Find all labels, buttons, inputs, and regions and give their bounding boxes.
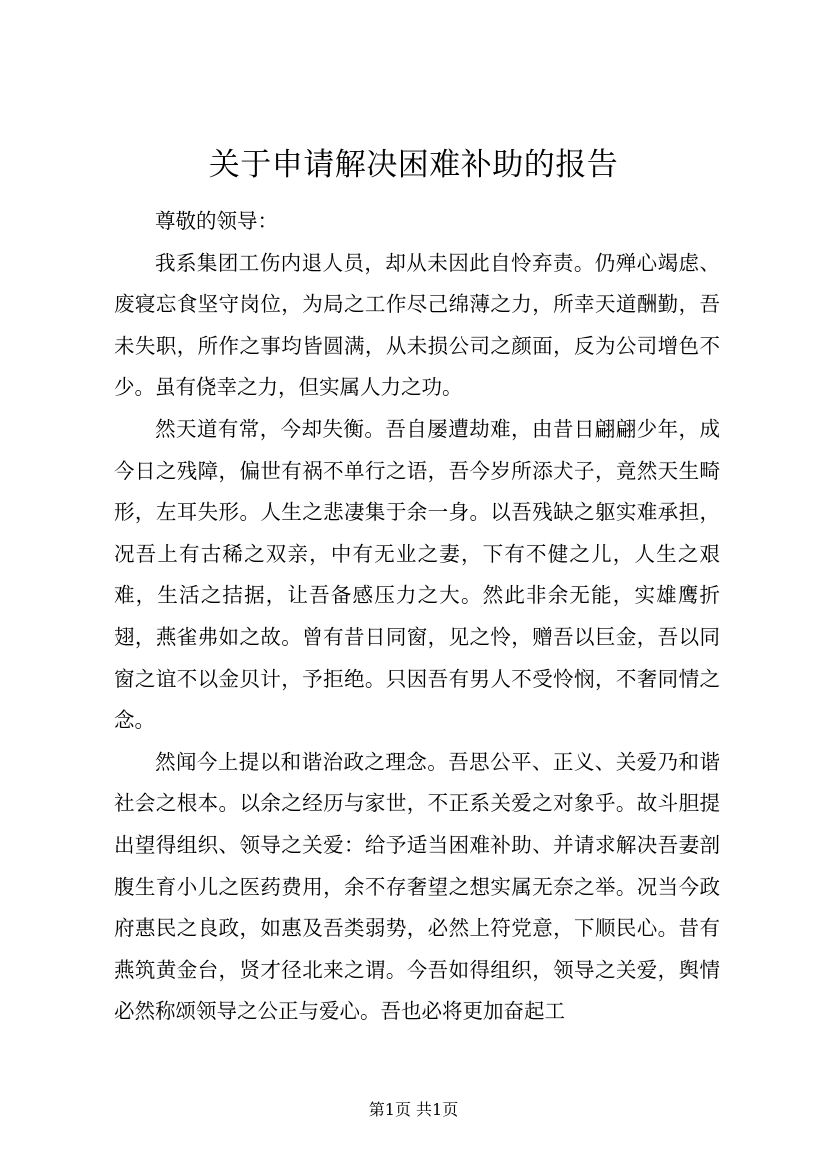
document-body xyxy=(114,201,720,1033)
paragraph-1: 我系集团工伤内退人员，却从未因此自怜弃责。仍殚心竭虑、废寝忘食坚守岗位，为局之工作尽己绵薄之力，所幸天道酬勤，吾未失职，所作之事均皆圆满，从未损公司之颜面，反为公司增色不少。虽有侥幸之力，但实属人力之功。 xyxy=(114,250,720,400)
document-title: 关于申请解决困难补助的报告 xyxy=(208,147,619,183)
page-footer: 第1页 共1页 xyxy=(368,1100,459,1119)
paragraph-3: 然闻今上提以和谐治政之理念。吾思公平、正义、关爱乃和谐社会之根本。以余之经历与家世，不正系关爱之对象乎。故斗胆提出望得组织、领导之关爱：给予适当困难补助、并请求解决吾妻剖腹生育小儿之医药费用，余不存奢望之想实属无奈之举。况当今政府惠民之良政，如惠及吾类弱势，必然上符党意，下顺民心。昔有燕筑黄金台，贤才径北来之谓。今吾如得组织，领导之关爱，舆情必然称颂领导之公正与爱心。吾也必将更加奋起工 xyxy=(114,749,720,1024)
salutation: 尊敬的领导： xyxy=(155,209,278,233)
paragraph-2: 然天道有常，今却失衡。吾自屡遭劫难，由昔日翩翩少年，成今日之残障，偏世有祸不单行之语，吾今岁所添犬子，竟然天生畸形，左耳失形。人生之悲凄集于余一身。以吾残缺之躯实难承担，况吾上有古稀之双亲，中有无业之妻，下有不健之儿，人生之艰难，生活之拮据，让吾备感压力之大。然此非余无能，实雄鹰折翅，燕雀弗如之故。曾有昔日同窗，见之怜，赠吾以巨金，吾以同窗之谊不以金贝计，予拒绝。只因吾有男人不受怜悯，不奢同情之念。 xyxy=(114,416,720,733)
